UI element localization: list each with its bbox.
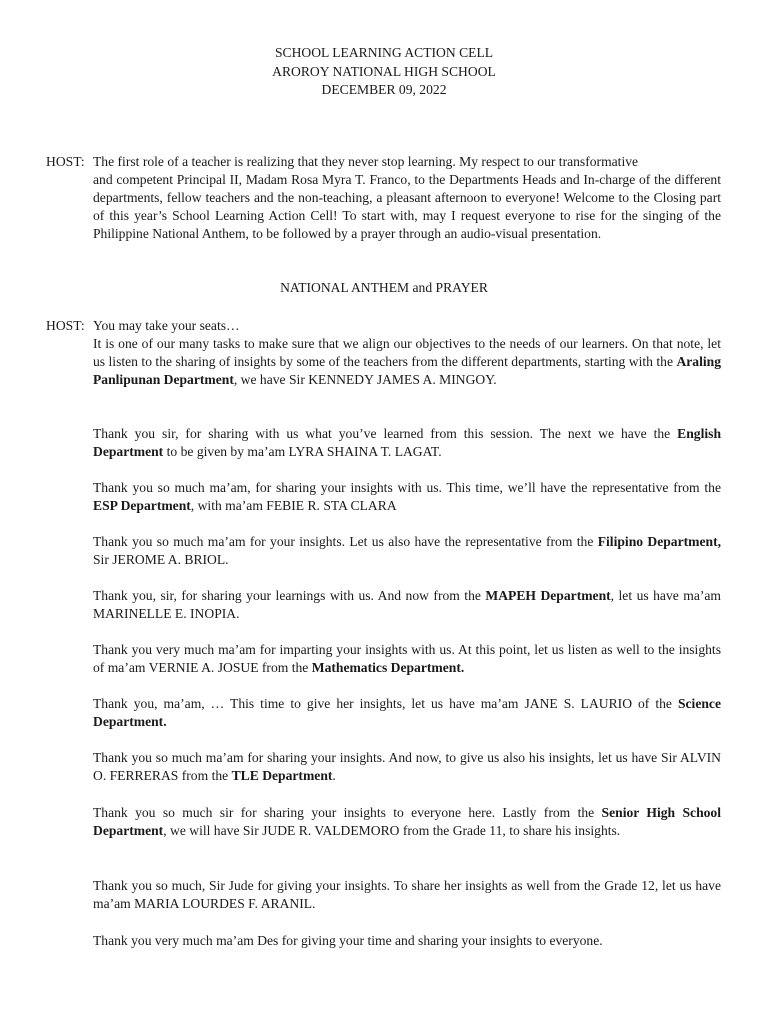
p7-text-a: Thank you, ma’am, … This time to give her insights, let us have ma’am JANE S. LAURIO of the xyxy=(93,696,678,711)
p4-text-a: Thank you so much ma’am for your insights. Let us also have the representative from the xyxy=(93,534,598,549)
seats-text: You may take your seats… xyxy=(93,318,240,333)
p6-department: Mathematics Department. xyxy=(311,660,465,675)
host-seats-line xyxy=(46,317,721,335)
paragraph-science xyxy=(93,695,721,731)
paragraph-mathematics xyxy=(93,641,721,677)
p6-text-a: Thank you very much ma’am for imparting your insights with us. At this point, let us listen as well to the insights of ma’am VERNIE A. JOSUE from the xyxy=(93,642,721,675)
host-label: HOST: xyxy=(46,154,85,169)
paragraph-mapeh xyxy=(93,587,721,623)
p4-department: Filipino Department, xyxy=(597,534,721,549)
paragraph-senior-high xyxy=(93,804,721,840)
paragraph-tle xyxy=(93,749,721,785)
paragraph-filipino xyxy=(93,533,721,569)
p9-text-b: , we will have Sir JUDE R. VALDEMORO from the Grade 11, to share his insights. xyxy=(163,823,621,838)
intro-first-line: The first role of a teacher is realizing that they never stop learning. My respect to our transformative xyxy=(93,154,639,169)
p3-text-b: , with ma’am FEBIE R. STA CLARA xyxy=(190,498,397,513)
p3-text-a: Thank you so much ma’am, for sharing your insights with us. This time, we’ll have the representative from the xyxy=(93,480,721,495)
p5-text-a: Thank you, sir, for sharing your learnings with us. And now from the xyxy=(93,588,486,603)
p9-text-a: Thank you so much sir for sharing your insights to everyone here. Lastly from the xyxy=(93,805,602,820)
paragraph-grade-12: Thank you so much, Sir Jude for giving your insights. To share her insights as well from the Grade 12, let us have ma’am MARIA LOURDES F. ARANIL. xyxy=(93,878,721,911)
host-label-2: HOST: xyxy=(46,318,85,333)
paragraph-closing-thanks: Thank you very much ma’am Des for giving your time and sharing your insights to everyone. xyxy=(93,933,603,948)
p8-text-a: Thank you so much ma’am for sharing your insights. And now, to give us also his insights, let us have Sir ALVIN O. FERRERAS from the xyxy=(93,750,721,783)
header-school: AROROY NATIONAL HIGH SCHOOL xyxy=(272,63,496,79)
header-date: DECEMBER 09, 2022 xyxy=(321,82,447,97)
p2-text-b: to be given by ma’am LYRA SHAINA T. LAGAT. xyxy=(163,444,442,459)
p1-text-b: , we have Sir KENNEDY JAMES A. MINGOY. xyxy=(233,372,497,387)
p5-department: MAPEH Department xyxy=(485,588,611,603)
paragraph-english xyxy=(93,425,721,461)
intro-rest: and competent Principal II, Madam Rosa Myra T. Franco, to the Departments Heads and In-charge of the different departments, fellow teachers and the non-teaching, a pleasant afternoon to everyone! Welcome to the Closing part of this year’s School Learning Action Cell! To start with, may I request everyone to rise for the singing of the Philippine National Anthem, to be followed by a prayer through an audio-visual presentation. xyxy=(93,172,721,241)
p2-department: English Department xyxy=(93,426,721,459)
p4-text-b: Sir JEROME A. BRIOL. xyxy=(93,552,229,567)
p3-department: ESP Department xyxy=(93,498,191,513)
anthem-heading: NATIONAL ANTHEM and PRAYER xyxy=(280,280,488,295)
p7-department: Science Department. xyxy=(93,696,721,729)
header-title: SCHOOL LEARNING ACTION CELL xyxy=(274,45,494,60)
paragraph-araling-panlipunan xyxy=(93,335,721,389)
document-header xyxy=(0,44,768,100)
p2-text-a: Thank you sir, for sharing with us what you’ve learned from this session. The next we have the xyxy=(93,426,678,441)
p8-department: TLE Department xyxy=(231,768,333,783)
p1-text-a: It is one of our many tasks to make sure that we align our objectives to the needs of our learners. On that note, let us listen to the sharing of insights by some of the teachers from the different departments, starting with the xyxy=(93,336,721,369)
host-intro-paragraph xyxy=(46,153,721,243)
paragraph-esp xyxy=(93,479,721,515)
p1-department: Araling Panlipunan Department xyxy=(93,354,721,387)
p5-text-b: , let us have ma’am MARINELLE E. INOPIA. xyxy=(93,588,722,621)
p9-department: Senior High School Department xyxy=(93,805,721,838)
p8-text-b: . xyxy=(332,768,336,783)
